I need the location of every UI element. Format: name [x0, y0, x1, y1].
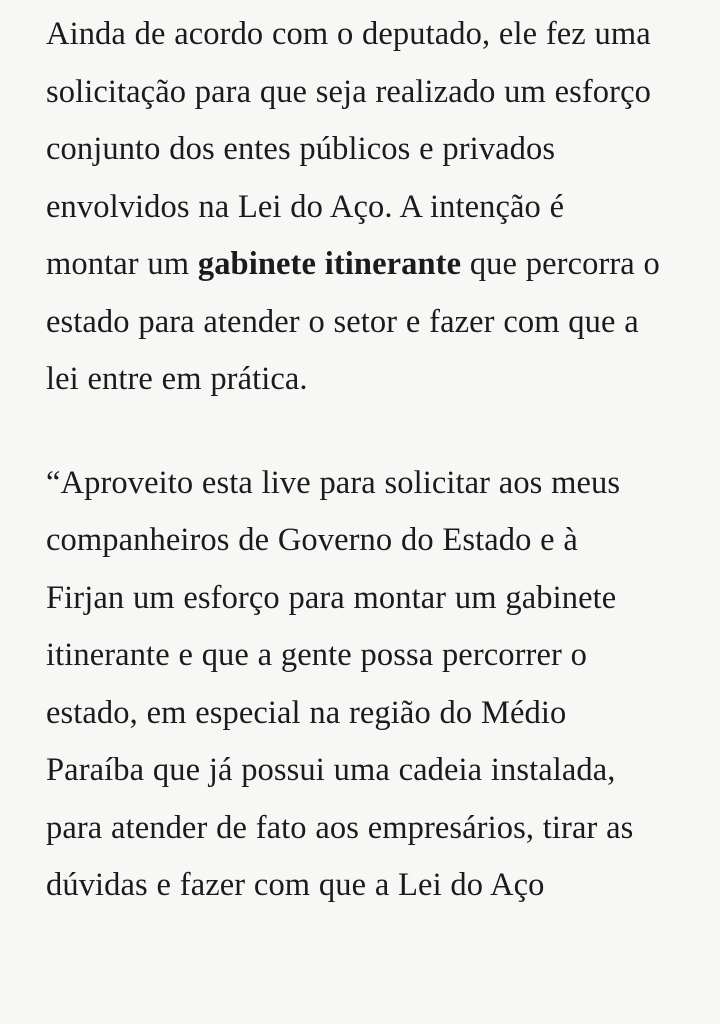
emphasized-text: gabinete itinerante: [197, 246, 462, 282]
body-text: que percorra o estado para atender o setor e fazer com que a lei entre em prática.: [46, 246, 660, 397]
article-paragraph: [46, 6, 662, 409]
body-text: Ainda de acordo com o deputado, ele fez uma solicitação para que seja realizado um esforço conjunto dos entes públicos e privados envolvidos na Lei do Aço. A intenção é montar um: [46, 16, 651, 282]
article-paragraph: [46, 455, 662, 915]
body-text: “Aproveito esta live para solicitar aos meus companheiros de Governo do Estado e à Firjan um esforço para montar um gabinete itinerante e que a gente possa percorrer o estado, em especial na região do Médio Paraíba que já possui uma cadeia instalada, para atender de fato aos empresários, tirar as dúvidas e fazer com que a Lei do Aço: [46, 464, 634, 903]
